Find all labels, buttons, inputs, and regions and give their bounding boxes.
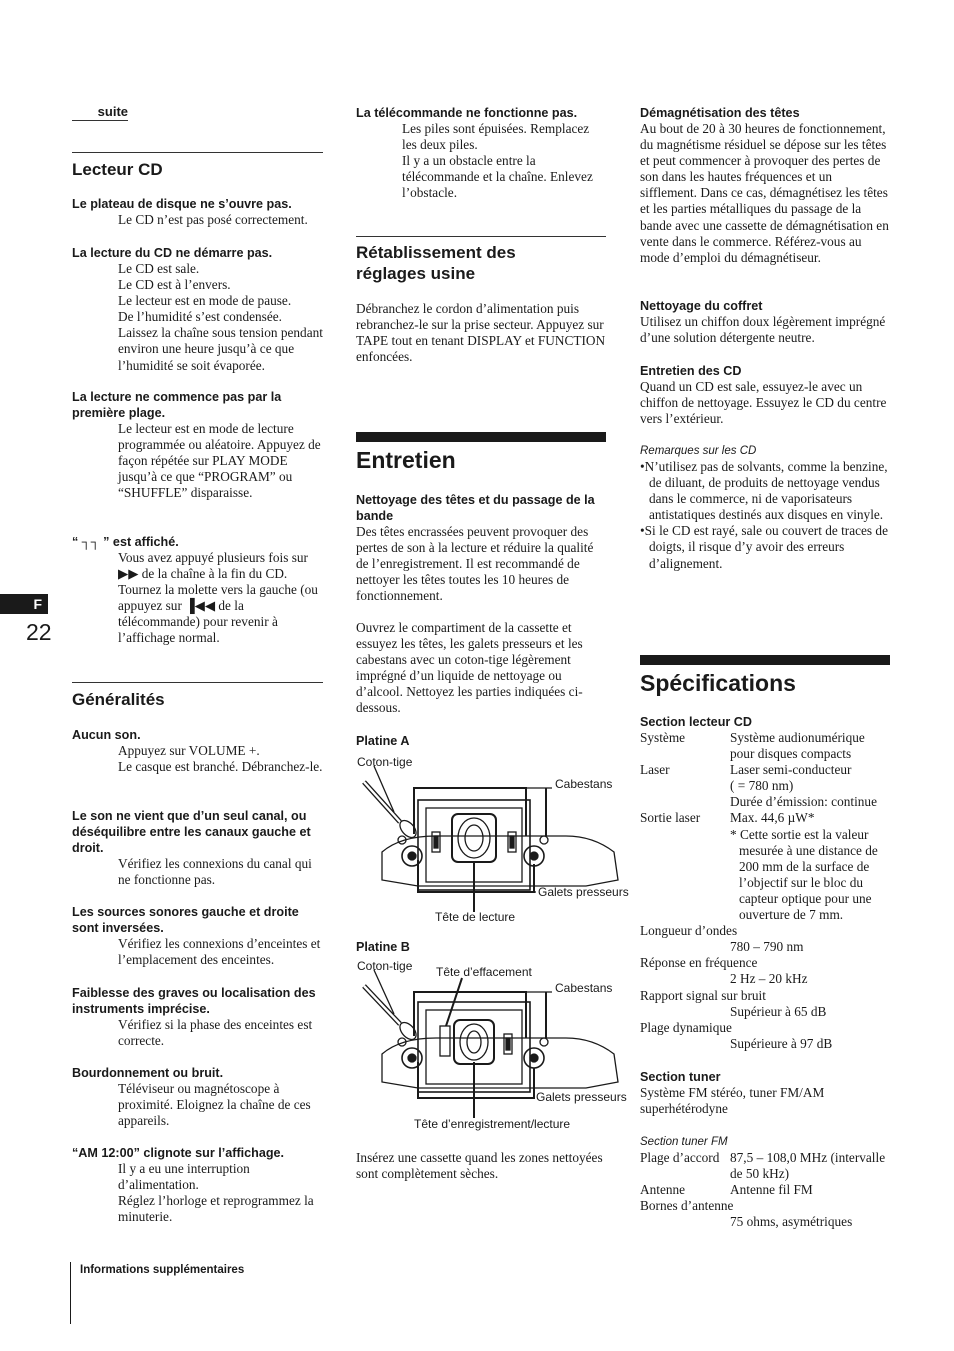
footer-rule [70, 1262, 71, 1324]
spec-label: Antenne [640, 1182, 686, 1198]
problem: Aucun son. [72, 728, 141, 742]
solution: Téléviseur ou magnétoscope à proximité. Eloignez la chaîne de ces appareils. [118, 1081, 311, 1129]
lecteur-cd-item [72, 389, 323, 501]
generalites-item [72, 727, 323, 775]
spec-value: Supérieure à 97 dB [730, 1035, 833, 1051]
solution: Les piles sont épuisées. Remplacez les deux piles. [402, 121, 590, 153]
entretien-p2: Ouvrez le compartiment de la cassette et essuyez les têtes, les galets presseurs et les cabestans avec un coton-tige légèrement imprégné d’un liquide de nettoyage ou d’alcool. Nettoyez les parties indiquées ci-dessous. [356, 620, 583, 716]
spec-label: Laser [640, 762, 670, 778]
entretien-p3: Insérez une cassette quand les zones nettoyées sont complètement sèches. [356, 1150, 603, 1182]
spec-value: Supérieur à 65 dB [730, 1003, 827, 1019]
solution: Il y a eu une interruption d’alimentation. [118, 1161, 250, 1193]
spec-row [640, 1150, 892, 1182]
remarques-block [640, 443, 892, 572]
problem: Faiblesse des graves ou localisation des instruments imprécise. [72, 986, 316, 1016]
solution: Vérifiez les connexions d’enceintes et l’emplacement des enceintes. [118, 936, 321, 968]
spec-value: Système audionumérique pour disques compacts [730, 730, 865, 762]
demagnetisation-text: Au bout de 20 à 30 heures de fonctionnement, du magnétisme résiduel se dépose sur les têtes et peut commencer à provoquer des pertes de son dans les hautes fréquences et un sifflement. Dans ce cas, démagnétisez les têtes et les parties métalliques du passage de la bande avec une cassette de démagnétisation en vente dans le commerce. Référez-vous au mode d’emploi du démagnétiseur. [640, 121, 889, 265]
solution: Il y a un obstacle entre la télécommande et la chaîne. Enlevez l’obstacle. [402, 153, 593, 201]
generalites-item [72, 1065, 323, 1129]
spec-label: Bornes d’antenne [640, 1198, 734, 1214]
bar-entretien [356, 432, 606, 442]
rule-generalites [72, 682, 323, 683]
deck-a-diagram [356, 752, 641, 932]
spec-block [640, 923, 892, 1052]
spec-value: 780 – 790 nm [730, 939, 804, 955]
problem: Bourdonnement ou bruit. [72, 1066, 224, 1080]
solution: Le CD est sale. [118, 261, 200, 276]
solution: Vous avez appuyé plusieurs fois sur ▶▶ de la chaîne à la fin du CD. Tournez la molette vers la gauche (ou appuyez sur ▐◀◀ de la télécommande) pour revenir à l’affichage normal. [118, 550, 318, 646]
telecommande-item [356, 105, 606, 201]
remarque-item: •N’utilisez pas de solvants, comme la benzine, de diluant, de produits de nettoyage vendus dans le commerce, ni de vaporisateurs antistatiques destinés aux disques en vinyle. [640, 459, 888, 523]
label-galets-presseurs: Galets presseurs [536, 1090, 627, 1104]
spec-row [640, 730, 892, 762]
solution: Le lecteur est en mode de lecture programmée ou aléatoire. Appuyez de façon répétée sur PLAY MODE jusqu’à ce que “PROGRAM” ou “SHUFFLE” disparaisse. [118, 421, 321, 501]
solution: Le CD est à l’envers. [118, 277, 231, 293]
problem: Le plateau de disque ne s’ouvre pas. [72, 197, 292, 211]
heading-entretien: Entretien [356, 447, 456, 473]
solution: De l’humidité s’est condensée. Laissez la chaîne sous tension pendant environ une heure jusqu’à ce que l’humidité se soit évaporée. [118, 309, 323, 373]
spec-label: Plage d’accord [640, 1150, 720, 1165]
label-coton-tige: Coton-tige [357, 755, 413, 769]
spec-row [640, 1182, 892, 1198]
spec-row [640, 762, 892, 810]
spec-label: Système [640, 730, 686, 745]
label-cabestans: Cabestans [555, 777, 613, 791]
lecteur-cd-item [72, 196, 323, 228]
heading-entretien-cd: Entretien des CD [640, 364, 742, 378]
entretien-p1: Des têtes encrassées peuvent provoquer des pertes de son à la lecture et réduire la qualité de l’enregistrement. Il est recommandé de nettoyer les têtes toutes les 10 heures de fonctionnement. [356, 524, 594, 604]
problem: La lecture du CD ne démarre pas. [72, 246, 273, 260]
language-tab: F [0, 594, 48, 614]
retablissement-text: Débranchez le cordon d’alimentation puis rebranchez-le sur la prise secteur. Appuyez sur TAPE tout en tenant DISPLAY et FUNCTION enfoncées. [356, 301, 606, 365]
spec-value: Durée d’émission: continue [730, 794, 877, 810]
generalites-item [72, 808, 323, 888]
deck-b-title: Platine B [356, 940, 410, 954]
label-coton-tige: Coton-tige [357, 959, 413, 973]
coffret-text: Utilisez un chiffon doux légèrement imprégné d’une solution détergente neutre. [640, 314, 886, 346]
solution: Appuyez sur VOLUME +. [118, 743, 260, 758]
spec-label: Longueur d’ondes [640, 923, 738, 939]
demagnetisation-block [640, 105, 892, 266]
generalites-item [72, 904, 323, 968]
rule-retablissement [356, 236, 606, 237]
spec-value: Laser semi-conducteur [730, 762, 852, 778]
problem: La télécommande ne fonctionne pas. [356, 106, 578, 120]
spec-footnote: * Cette sortie est la valeur mesurée à une distance de 200 mm de la surface de l’objectif sur le bloc du capteur optique pour une ouverture de 7 mm. [730, 826, 878, 923]
spec-label: Rapport signal sur bruit [640, 987, 766, 1003]
heading-specifications: Spécifications [640, 670, 796, 696]
problem: “ ┐┐ ” est affiché. [72, 535, 179, 549]
heading-tuner-fm: Section tuner FM [640, 1136, 728, 1148]
remarque-item: •Si le CD est rayé, sale ou couvert de traces de doigts, il risque d’y avoir des erreurs d’alignement. [640, 523, 888, 571]
solution: Réglez l’horloge et reprogrammez la minuterie. [118, 1193, 314, 1225]
footer-text: Informations supplémentaires [80, 1264, 245, 1276]
spec-value: Antenne fil FM [730, 1182, 813, 1198]
specs-tuner-fm [640, 1134, 892, 1230]
heading-section-cd: Section lecteur CD [640, 715, 752, 729]
lecteur-cd-item [72, 245, 323, 374]
generalites-item [72, 985, 323, 1049]
spec-value: 75 ohms, asymétriques [730, 1214, 853, 1230]
specs-tuner-section [640, 1069, 892, 1117]
label-tete-effacement: Tête d’effacement [436, 965, 532, 979]
lecteur-cd-item [72, 534, 323, 647]
solution: Le casque est branché. Débranchez-le. [118, 759, 323, 775]
spec-label: Réponse en fréquence [640, 955, 758, 971]
spec-label: Plage dynamique [640, 1019, 732, 1035]
tuner-text: Système FM stéréo, tuner FM/AM superhétérodyne [640, 1085, 825, 1117]
generalites-item [72, 1145, 323, 1225]
heading-generalites: Généralités [72, 690, 165, 709]
label-tete-lecture: Tête de lecture [435, 910, 516, 924]
problem: Les sources sonores gauche et droite sont inversées. [72, 905, 299, 935]
spec-value: 2 Hz – 20 kHz [730, 971, 808, 987]
problem: Le son ne vient que d’un seul canal, ou déséquilibre entre les canaux gauche et droit. [72, 809, 311, 855]
heading-coffret: Nettoyage du coffret [640, 299, 763, 313]
spec-row [640, 810, 892, 923]
deck-a-drawing [356, 752, 641, 932]
bar-specifications [640, 655, 890, 665]
spec-label: Sortie laser [640, 810, 701, 826]
cd-care-text: Quand un CD est sale, essuyez-le avec un chiffon de nettoyage. Essuyez le CD du centre vers l’extérieur. [640, 379, 887, 427]
problem: La lecture ne commence pas par la première plage. [72, 390, 282, 420]
heading-lecteur-cd: Lecteur CD [72, 160, 163, 179]
spec-block [640, 1198, 892, 1230]
spec-value: Max. 44,6 µW* [730, 810, 815, 826]
solution: Vérifiez les connexions du canal qui ne fonctionne pas. [118, 856, 312, 888]
cd-care-block [640, 363, 892, 427]
solution: Le lecteur est en mode de pause. [118, 293, 292, 309]
solution: Le CD n’est pas posé correctement. [118, 212, 308, 227]
heading-remarques: Remarques sur les CD [640, 445, 757, 457]
subheading-nettoyage: Nettoyage des têtes et du passage de la bande [356, 493, 595, 523]
spec-value: 87,5 – 108,0 MHz (intervalle de 50 kHz) [730, 1150, 886, 1182]
label-cabestans: Cabestans [555, 981, 613, 995]
deck-b-drawing [356, 956, 641, 1138]
label-tete-enregistrement: Tête d’enregistrement/lecture [414, 1117, 571, 1131]
deck-b-diagram [356, 956, 641, 1138]
continued-label: suite [72, 104, 128, 121]
problem: “AM 12:00” clignote sur l’affichage. [72, 1146, 285, 1160]
solution: Vérifiez si la phase des enceintes est correcte. [118, 1017, 313, 1049]
coffret-block [640, 298, 892, 346]
heading-retablissement: Rétablissement des réglages usine [356, 243, 516, 283]
spec-value: ( = 780 nm) [730, 778, 794, 794]
rule-lecteur-cd [72, 152, 323, 153]
page-number: 22 [26, 619, 52, 645]
heading-section-tuner: Section tuner [640, 1070, 721, 1084]
deck-a-title: Platine A [356, 734, 410, 748]
specs-cd-section [640, 714, 892, 1052]
heading-demagnetisation: Démagnétisation des têtes [640, 106, 800, 120]
label-galets-presseurs: Galets presseurs [538, 885, 629, 899]
